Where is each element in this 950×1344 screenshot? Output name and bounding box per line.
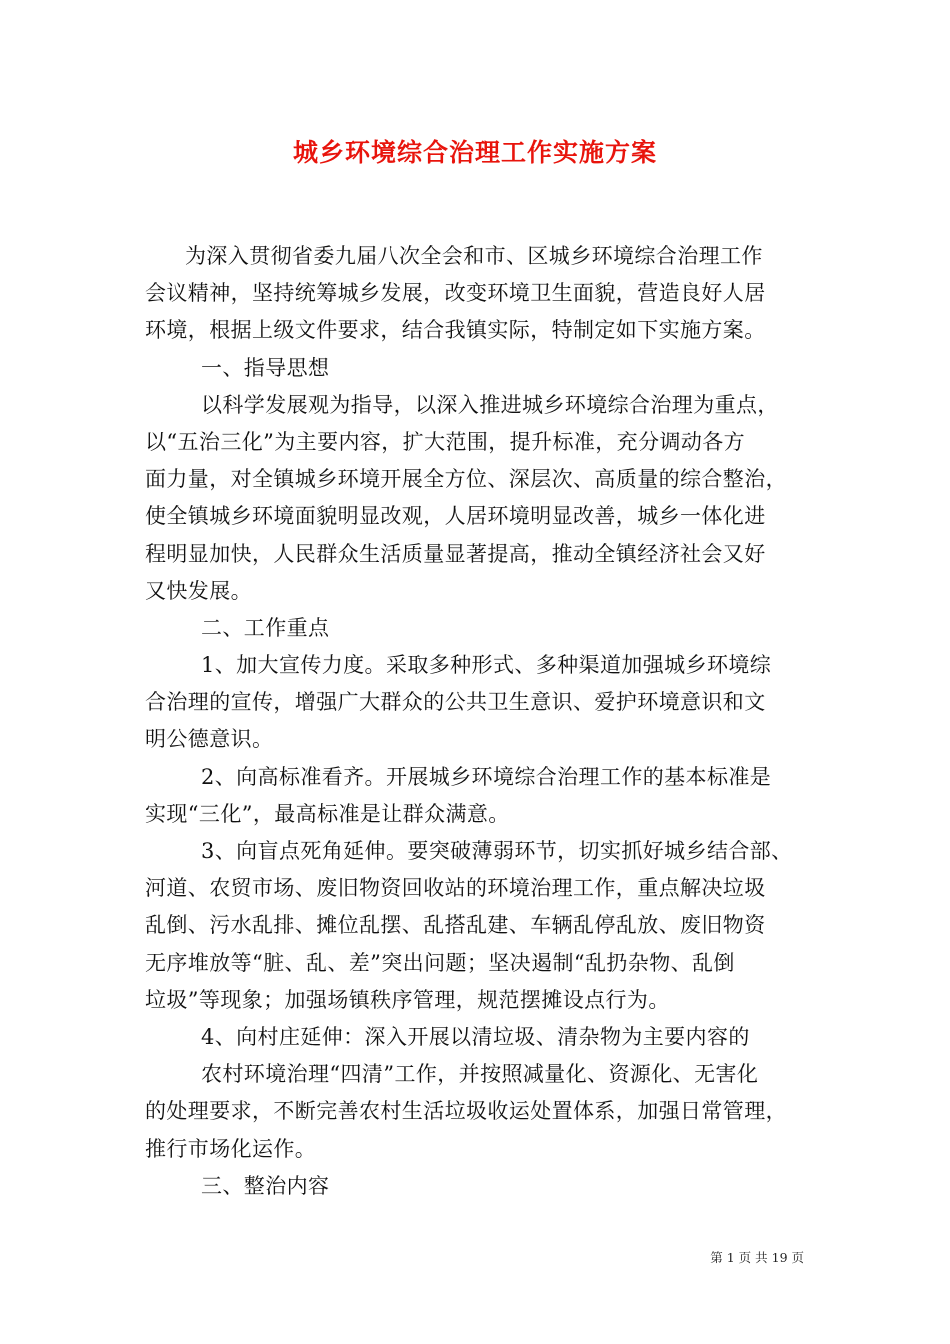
paragraph-line: 乱倒、污水乱排、摊位乱摆、乱搭乱建、车辆乱停乱放、废旧物资 — [145, 913, 766, 938]
paragraph-line: 的处理要求，不断完善农村生活垃圾收运处置体系，加强日常管理， — [145, 1099, 787, 1124]
paragraph-line: 3、向盲点死角延伸。要突破薄弱环节，切实抓好城乡结合部、 — [201, 839, 793, 863]
page-footer: 第 1 页 共 19 页 — [710, 1250, 804, 1265]
paragraph-line: 推行市场化运作。 — [145, 1136, 317, 1161]
paragraph-line: 面力量，对全镇城乡环境开展全方位、深层次、高质量的综合整治， — [145, 467, 787, 492]
paragraph-line: 会议精神，坚持统筹城乡发展，改变环境卫生面貌，营造良好人居 — [145, 281, 766, 306]
document-title: 城乡环境综合治理工作实施方案 — [292, 138, 657, 167]
paragraph-line: 合治理的宣传，增强广大群众的公共卫生意识、爱护环境意识和文 — [145, 690, 766, 715]
paragraph-line: 以科学发展观为指导，以深入推进城乡环境综合治理为重点， — [201, 392, 779, 417]
paragraph-line: 无序堆放等“脏、乱、差”突出问题；坚决遏制“乱扔杂物、乱倒 — [145, 950, 735, 975]
paragraph-line: 为深入贯彻省委九届八次全会和市、区城乡环境综合治理工作 — [185, 244, 763, 268]
paragraph-line: 程明显加快，人民群众生活质量显著提高，推动全镇经济社会又好 — [145, 541, 766, 566]
paragraph-line: 明公德意识。 — [145, 727, 274, 752]
paragraph-line: 又快发展。 — [145, 578, 252, 603]
paragraph-line: 2、向高标准看齐。开展城乡环境综合治理工作的基本标准是 — [201, 764, 772, 789]
paragraph-line: 4、向村庄延伸：深入开展以清垃圾、清杂物为主要内容的 — [201, 1024, 750, 1049]
paragraph-line: 农村环境治理“四清”工作，并按照减量化、资源化、无害化 — [201, 1062, 759, 1087]
paragraph-line: 三、整治内容 — [201, 1173, 330, 1198]
paragraph-line: 实现“三化”，最高标准是让群众满意。 — [145, 801, 510, 826]
paragraph-line: 垃圾”等现象；加强场镇秩序管理，规范摆摊设点行为。 — [145, 987, 670, 1012]
paragraph-line: 使全镇城乡环境面貌明显改观，人居环境明显改善，城乡一体化进 — [145, 504, 766, 529]
paragraph-line: 1、加大宣传力度。采取多种形式、多种渠道加强城乡环境综 — [201, 653, 772, 678]
paragraph-line: 二、工作重点 — [201, 615, 330, 640]
paragraph-line: 一、指导思想 — [201, 355, 330, 380]
paragraph-line: 环境，根据上级文件要求，结合我镇实际，特制定如下实施方案。 — [145, 318, 766, 343]
document-body — [145, 238, 825, 1205]
paragraph-line: 以“五治三化”为主要内容，扩大范围，提升标准，充分调动各方 — [145, 429, 746, 454]
paragraph-line: 河道、农贸市场、废旧物资回收站的环境治理工作，重点解决垃圾 — [145, 876, 766, 901]
